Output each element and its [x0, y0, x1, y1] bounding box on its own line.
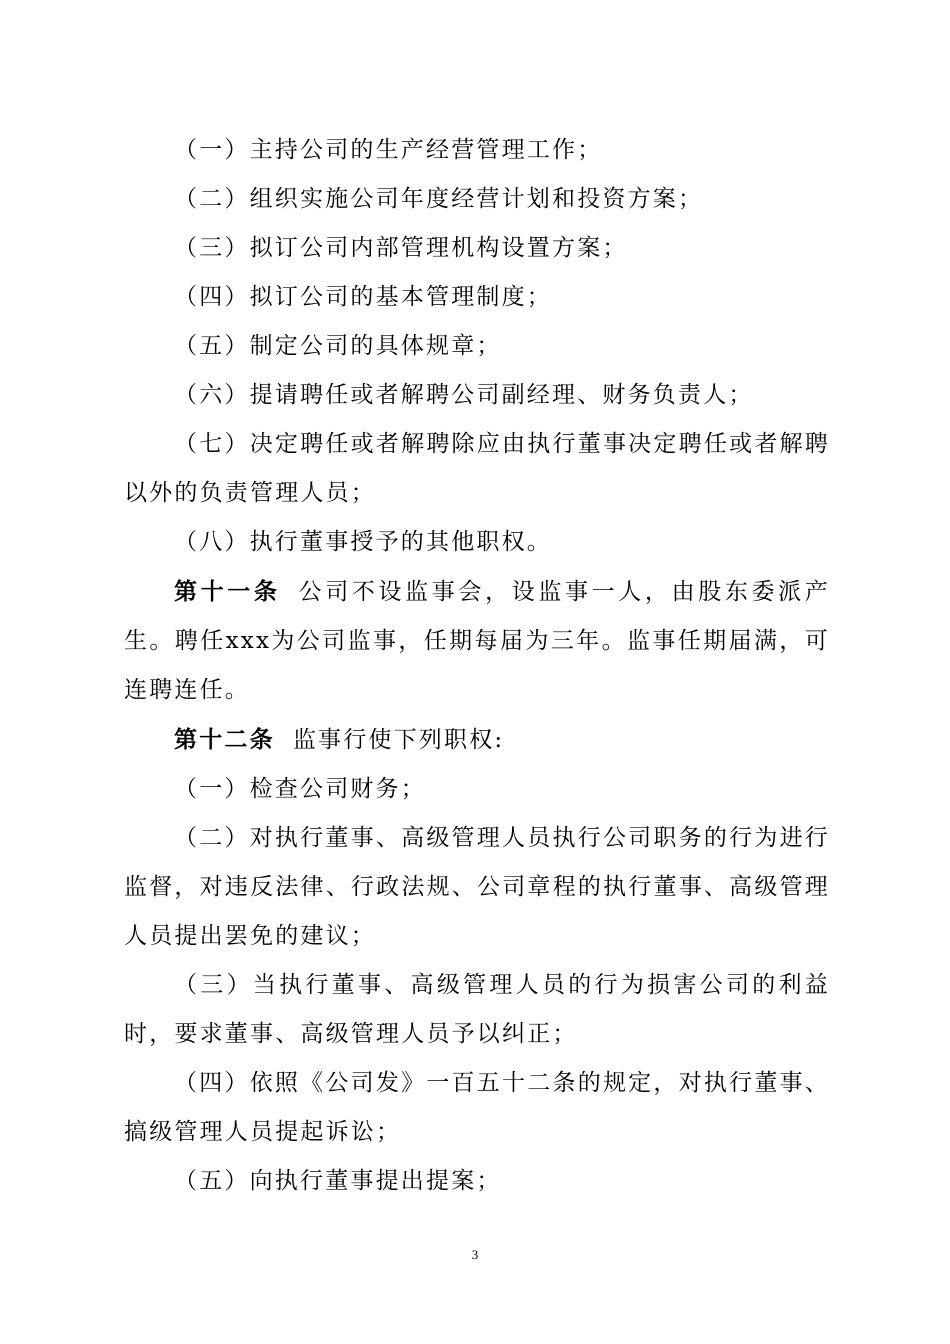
paragraph-text: （七）决定聘任或者解聘除应由执行董事决定聘任或者解聘以外的负责管理人员； — [124, 431, 830, 506]
clause-paragraph — [124, 814, 830, 961]
paragraph-text: （三）拟订公司内部管理机构设置方案； — [174, 235, 628, 261]
article-paragraph — [124, 567, 830, 715]
clause-paragraph — [124, 1059, 830, 1157]
clause-paragraph — [124, 224, 830, 273]
paragraph-text: 监事行使下列职权: — [292, 727, 505, 753]
paragraph-text: （三）当执行董事、高级管理人员的行为损害公司的利益时，要求董事、高级管理人员予以纠正； — [124, 972, 830, 1047]
clause-paragraph — [124, 175, 830, 224]
paragraph-text: （二）组织实施公司年度经营计划和投资方案； — [174, 186, 704, 212]
paragraph-text: （四）依照《公司发》一百五十二条的规定，对执行董事、搞级管理人员提起诉讼； — [124, 1070, 830, 1145]
clause-paragraph — [124, 518, 830, 567]
article-paragraph — [124, 715, 830, 765]
clause-paragraph — [124, 322, 830, 371]
document-body — [124, 126, 830, 1206]
article-title: 第十二条 — [174, 726, 275, 753]
paragraph-text: （四）拟订公司的基本管理制度； — [174, 284, 552, 310]
clause-paragraph — [124, 126, 830, 175]
clause-paragraph — [124, 765, 830, 814]
paragraph-text: （一）主持公司的生产经营管理工作； — [174, 137, 603, 163]
clause-paragraph — [124, 961, 830, 1059]
article-title: 第十一条 — [174, 578, 281, 605]
clause-paragraph — [124, 273, 830, 322]
paragraph-text: （八）执行董事授予的其他职权。 — [174, 529, 552, 555]
page-number: 3 — [471, 1247, 479, 1262]
paragraph-text: （二）对执行董事、高级管理人员执行公司职务的行为进行监督，对违反法律、行政法规、公司章程的执行董事、高级管理人员提出罢免的建议； — [124, 825, 830, 949]
clause-paragraph — [124, 420, 830, 518]
clause-paragraph — [124, 371, 830, 420]
clause-paragraph — [124, 1157, 830, 1206]
paragraph-text: （六）提请聘任或者解聘公司副经理、财务负责人； — [174, 382, 754, 408]
paragraph-text: 公司不设监事会，设监事一人，由股东委派产生。聘任xxx为公司监事，任期每届为三年。监事任期届满，可连聘连任。 — [124, 579, 830, 703]
paragraph-text: （一）检查公司财务； — [174, 776, 426, 802]
paragraph-text: （五）向执行董事提出提案； — [174, 1168, 502, 1194]
paragraph-text: （五）制定公司的具体规章； — [174, 333, 502, 359]
